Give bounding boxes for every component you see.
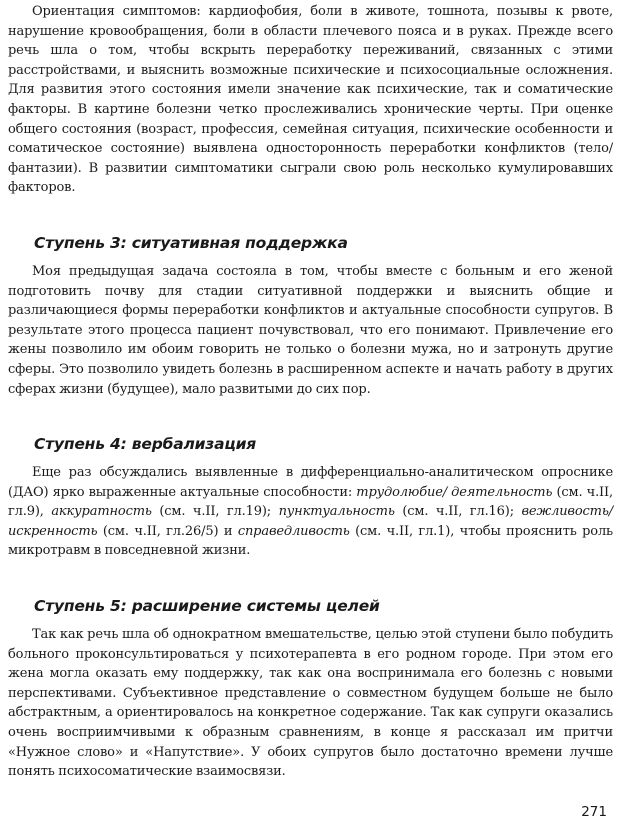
step5-heading: Ступень 5: расширение системы целей	[34, 597, 380, 616]
step4-text: Еще раз обсуждались выявленные в дифференциально-аналитическом опроснике (ДАО) ярко выраженные актуальные способности:	[8, 465, 613, 500]
step3-paragraph: Моя предыдущая задача состояла в том, чтобы вместе с больным и его женой подготовить почву для стадии ситуативной поддержки и выяснить общие и различающиеся формы переработки конфликтов и актуальные способности супругов. В результате этого процесса пациент почувствовал, что его понимают. Привлечение его жены позволило им обоим говорить не только о болезни мужа, но и затронуть другие сферы. Это позволило увидеть болезнь в расширенном аспекте и начать работу в других сферах жизни (будущее), мало развитыми до сих пор.	[8, 263, 613, 397]
step4-text: (см. ч.II, гл.26/5) и	[97, 523, 238, 539]
step4-text: (см. ч.II, гл.9),	[8, 484, 614, 520]
step4-italic-term: аккуратность	[51, 504, 152, 520]
step4-text: (см. ч.II, гл.19);	[151, 504, 279, 520]
step4-paragraph	[8, 463, 613, 561]
step4-italic-term: справедливость	[237, 523, 350, 539]
step4-italic-term: вежливость/искренность	[8, 504, 613, 539]
step4-text: (см. ч.II, гл.1), чтобы прояснить роль микротравм в повседневной жизни.	[8, 523, 613, 559]
step5-paragraph: Так как речь шла об однократном вмешательстве, целью этой ступени было побудить больного проконсультироваться у психотерапевта в его родном городе. При этом его жена могла оказать ему поддержку, так как она воспринимала его болезнь с новыми перспективами. Субъективное представление о совместном будущем больше не было абстрактным, а ориентировалось на конкретное содержание. Так как супруги оказались очень восприимчивыми к образным сравнениям, в конце я рассказал им притчи «Нужное слово» и «Напутствие». У обоих супругов было достаточно времени лучше понять психосоматические взаимосвязи.	[8, 627, 613, 780]
step4-text: (см. ч.II, гл.16);	[394, 504, 522, 520]
step3-heading: Ступень 3: ситуативная поддержка	[34, 233, 348, 252]
page-number: 271	[581, 804, 607, 820]
intro-paragraph: Ориентация симптомов: кардиофобия, боли в животе, тошнота, позывы к рвоте, нарушение кровообращения, боли в области плечевого пояса и в руках. Прежде всего речь шла о том, чтобы вскрыть переработку переживаний, связанных с этими расстройствами, и выяснить возможные психические и психосоциальные осложнения. Для развития этого состояния имели значение как психические, так и соматические факторы. В картине болезни четко прослеживались хронические черты. При оценке общего состояния (возраст, профессия, семейная ситуация, психические особенности и соматическое состояние) выявлена односторонность переработки конфликтов (тело/фантазии). В развитии симптоматики сыграли свою роль несколько кумулировавших факторов.	[8, 4, 613, 196]
step4-italic-term: трудолюбие/ деятельность	[356, 484, 553, 500]
step4-italic-term: пунктуальность	[278, 504, 395, 520]
step4-heading: Ступень 4: вербализация	[34, 435, 257, 454]
